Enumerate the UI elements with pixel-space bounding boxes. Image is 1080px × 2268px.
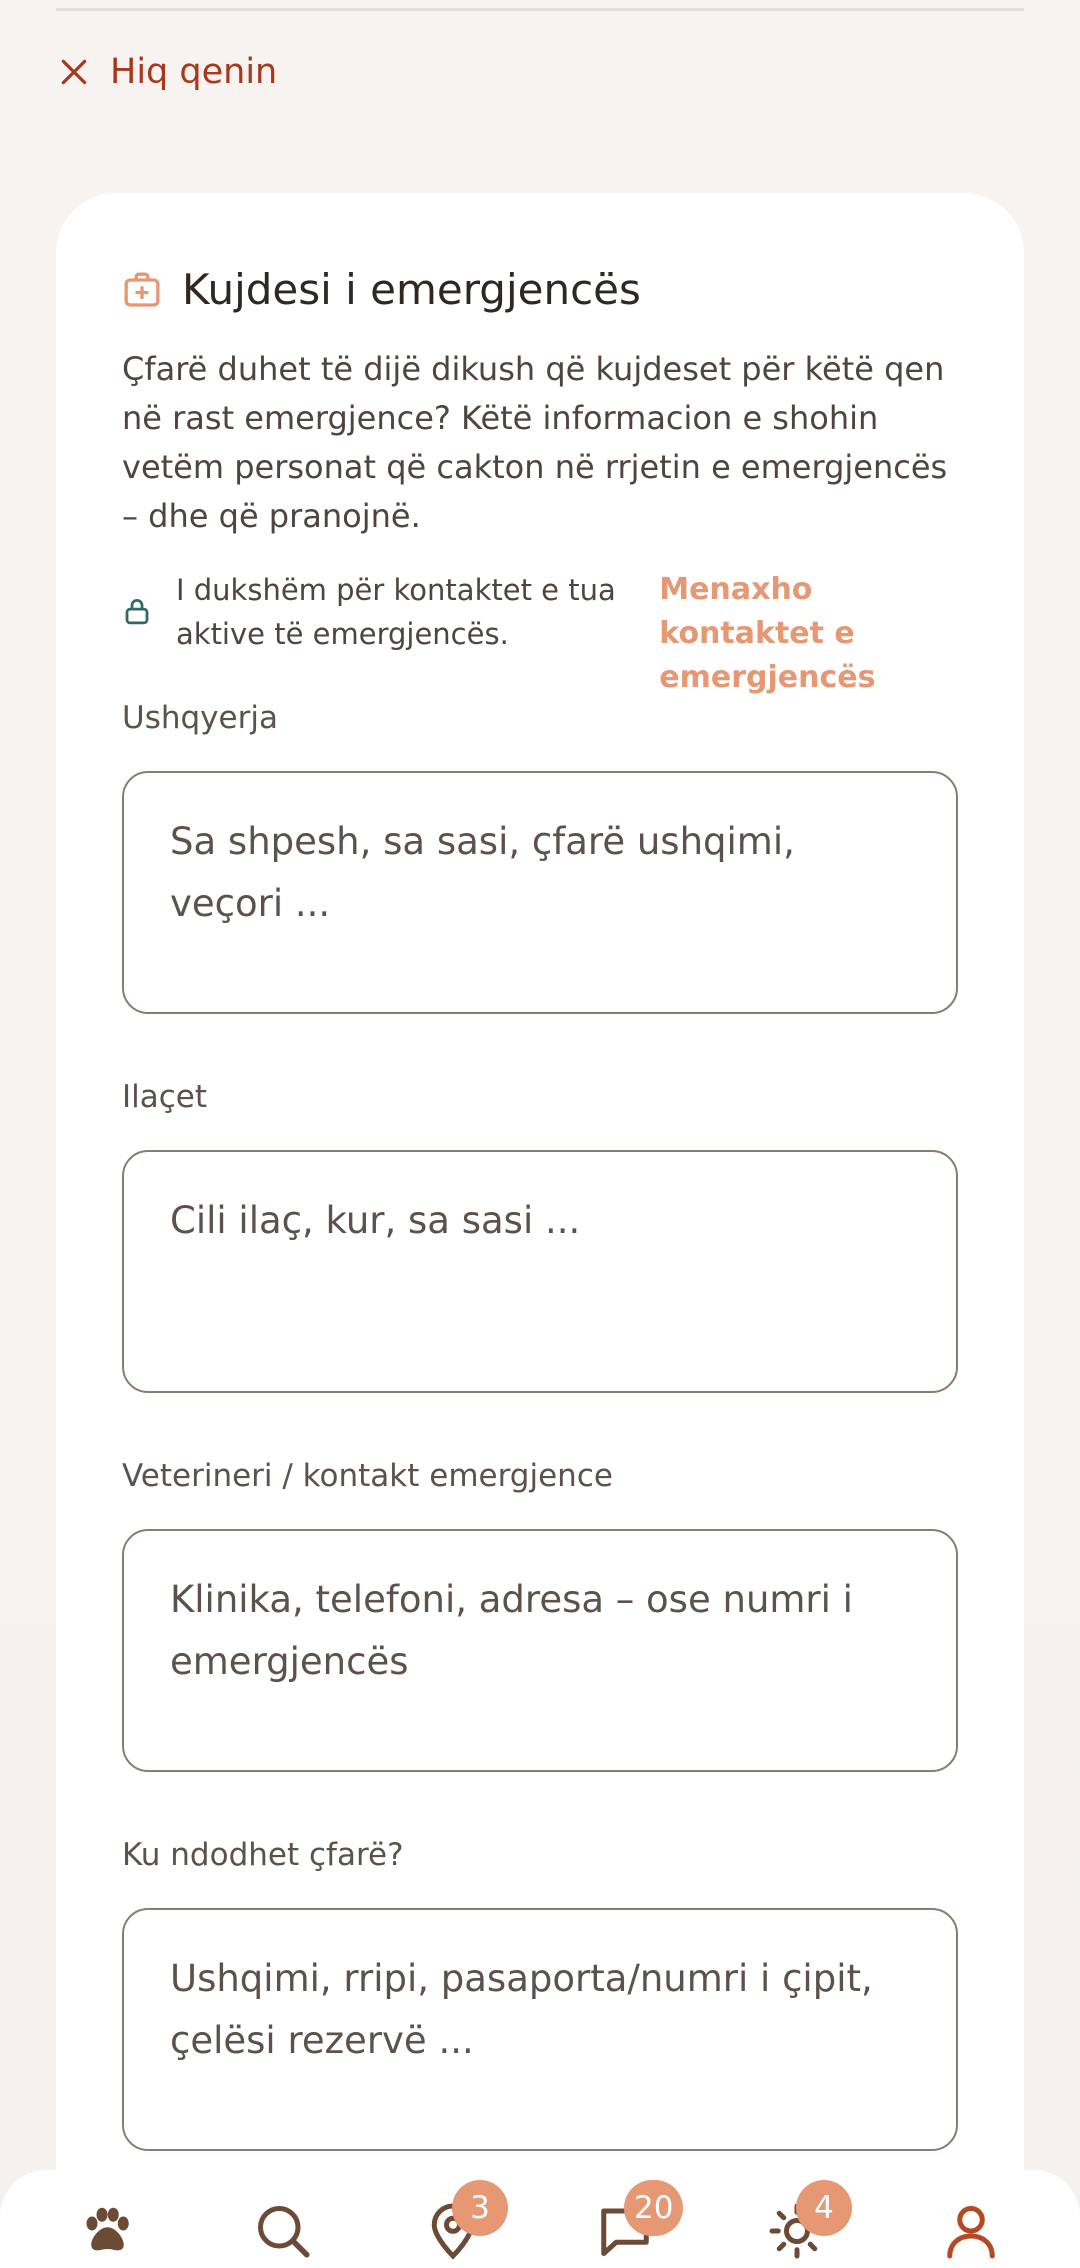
vet-contact-label: Veterineri / kontakt emergjence [122,1458,613,1494]
lock-icon [122,596,152,626]
manage-emergency-contacts-link[interactable]: Menaxho kontaktet e emergjencës [659,572,876,695]
updates-badge: 4 [796,2180,852,2236]
map-badge: 3 [452,2180,508,2236]
visibility-info [122,568,972,700]
close-icon [58,56,90,88]
card-title: Kujdesi i emergjencës [182,265,641,314]
nav-search[interactable] [248,2196,318,2266]
vet-contact-input[interactable]: Klinika, telefoni, adresa – ose numri i emergjencës [122,1529,958,1772]
first-aid-kit-icon [122,270,162,310]
profile-icon [941,2201,1001,2261]
messages-badge: 20 [624,2180,683,2236]
nav-dogs[interactable] [72,2196,142,2266]
nav-updates[interactable] [762,2190,834,2266]
top-divider [56,8,1024,11]
paw-icon [77,2201,137,2261]
medication-label: Ilaçet [122,1079,208,1115]
emergency-care-card [56,193,1024,2268]
search-icon [253,2201,313,2261]
remove-dog-label: Hiq qenin [110,52,278,92]
nav-profile[interactable] [936,2196,1006,2266]
feeding-label: Ushqyerja [122,700,278,736]
nav-messages[interactable] [590,2190,674,2266]
feeding-input[interactable]: Sa shpesh, sa sasi, çfarë ushqimi, veçori ... [122,771,958,1014]
nav-map[interactable] [418,2190,490,2266]
bottom-navigation [0,2170,1080,2268]
card-header [122,265,641,314]
remove-dog-button[interactable] [58,52,277,92]
card-description: Çfarë duhet të dijë dikush që kujdeset për këtë qen në rast emergjence? Këtë informacion e shohin vetëm personat që cakton në rrjetin e emergjencës – dhe që pranojnë. [122,350,948,535]
locations-label: Ku ndodhet çfarë? [122,1837,404,1873]
locations-input[interactable]: Ushqimi, rripi, pasaporta/numri i çipit, çelësi rezervë ... [122,1908,958,2151]
visibility-text: I dukshëm për kontaktet e tua aktive të emergjencës. [176,573,616,651]
medication-input[interactable]: Cili ilaç, kur, sa sasi ... [122,1150,958,1393]
